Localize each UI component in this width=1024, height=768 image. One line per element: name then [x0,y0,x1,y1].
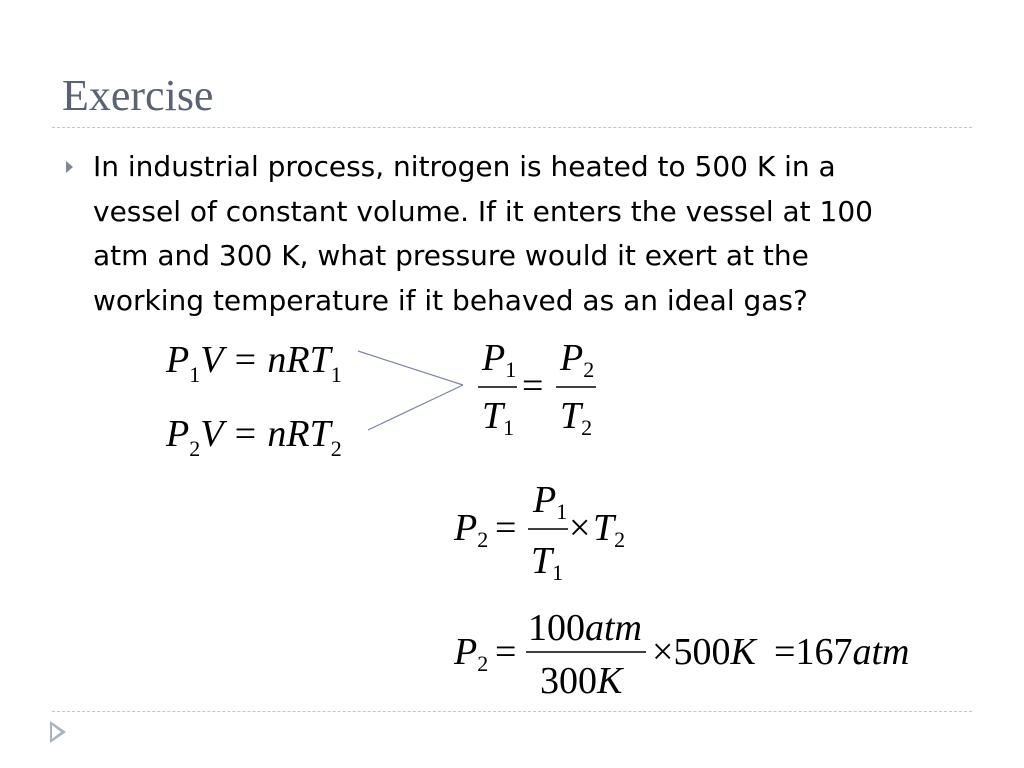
svg-text:=167atm: =167atm [774,631,910,673]
svg-text:P2V = nRT2: $P_2V = nRT_2$ [166,413,342,461]
svg-text:×500K: ×500K [652,631,756,673]
svg-text:×: × [569,507,591,549]
svg-text:300K: 300K [540,660,623,702]
connector-line-lower [368,385,463,430]
slide-title: Exercise [62,71,214,120]
equation-solve [453,479,625,585]
problem-statement: In industrial process, nitrogen is heated to 500 K in a vessel of constant volume. If it enters the vessel at 100 atm and 300 K, what pressure would it exert at the working temperature if it behaved as an ideal gas? [93,150,873,317]
svg-text:T2: T2 [560,395,593,440]
svg-text:P2: P2 [454,631,489,676]
svg-text:T1: T1 [482,395,515,440]
svg-text:P2: P2 [454,507,489,552]
equation-p2v [165,413,342,461]
next-slide-icon[interactable] [50,721,66,743]
equation-ratio [478,337,596,440]
svg-text:=: = [522,365,544,407]
equation-p1v [165,339,342,387]
svg-text:P2: P2 [560,337,595,382]
svg-text:P1: P1 [482,337,517,382]
svg-text:100atm: 100atm [528,607,642,649]
svg-text:T2: T2 [593,507,626,552]
svg-text:T1: T1 [531,540,564,585]
svg-text:=: = [495,631,517,673]
connector-line-upper [358,351,463,385]
svg-text:P1V = nRT1: $P_1V = nRT_1$ [166,339,342,387]
footer-divider [52,711,972,712]
svg-text:=: = [495,507,517,549]
svg-text:P1: P1 [533,479,568,524]
equation-result [453,607,909,702]
